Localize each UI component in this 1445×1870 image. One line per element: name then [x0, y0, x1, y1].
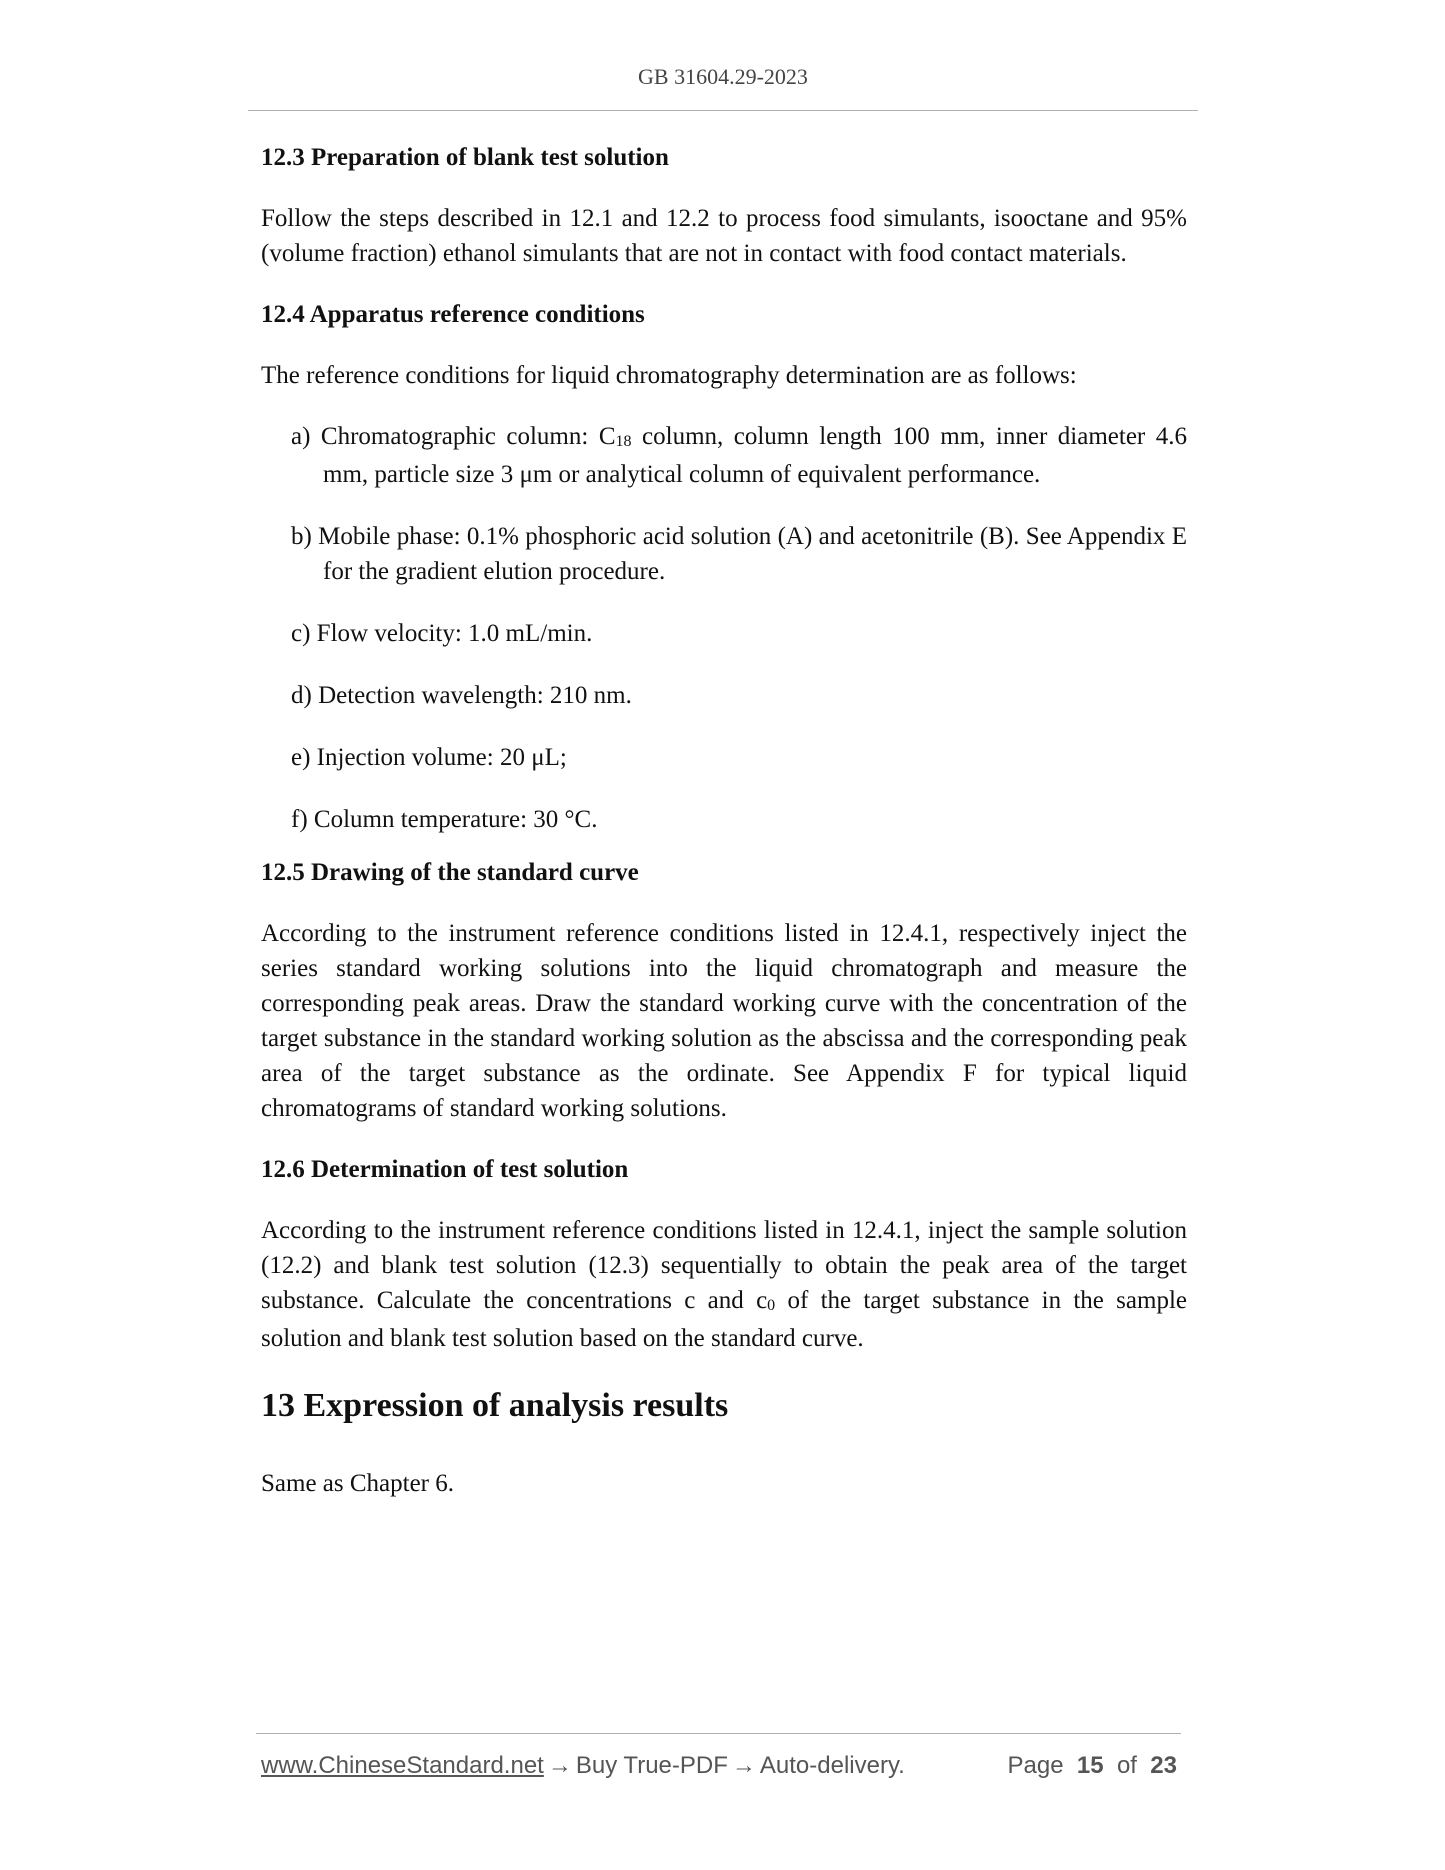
footer-left — [261, 1752, 905, 1780]
footer-delivery-text: Auto-delivery. — [759, 1752, 905, 1779]
footer-arrow-right-icon-2: → — [731, 1752, 756, 1779]
section-12-6-heading: 12.6 Determination of test solution — [261, 1156, 629, 1183]
page-label: Page — [1007, 1752, 1064, 1779]
page-header-standard-code: GB 31604.29-2023 — [638, 64, 808, 89]
section-12-6-body-post: of the target substance in the sample solution and blank test solution based on the standard curve. — [261, 1287, 1187, 1352]
section-12-3-body: Follow the steps described in 12.1 and 12.2 to process food simulants, isooctane and 95% (volume fraction) ethanol simulants that are not in contact with food contact materials. — [261, 205, 1187, 267]
condition-item-a-text-pre: a) Chromatographic column: C — [291, 423, 616, 450]
section-12-4-heading: 12.4 Apparatus reference conditions — [261, 301, 645, 328]
page-of: of — [1116, 1752, 1137, 1779]
footer-arrow-right-icon: → — [547, 1752, 572, 1779]
section-13-heading: 13 Expression of analysis results — [261, 1387, 729, 1424]
page-current: 15 — [1076, 1752, 1104, 1779]
section-12-3-heading: 12.3 Preparation of blank test solution — [261, 144, 669, 171]
footer-buy-text: Buy True-PDF — [575, 1752, 728, 1779]
footer-divider — [256, 1733, 1181, 1734]
section-12-6-body-pre: According to the instrument reference conditions listed in 12.4.1, inject the sample solution (12.2) and blank test solution (12.3) sequentially to obtain the peak area of the target substance. Calculate the concentrations c and c — [261, 1217, 1187, 1314]
condition-item-f: f) Column temperature: 30 °C. — [291, 806, 598, 833]
condition-item-d: d) Detection wavelength: 210 nm. — [291, 682, 632, 709]
footer-page-indicator — [1007, 1752, 1177, 1780]
conditions-list — [261, 419, 1187, 837]
condition-item-a-subscript: 18 — [615, 433, 632, 450]
condition-item-a — [291, 419, 1187, 492]
section-12-6-subscript: 0 — [767, 1297, 776, 1314]
header-divider — [248, 110, 1198, 111]
section-12-5-body: According to the instrument reference conditions listed in 12.4.1, respectively inject the series standard working solutions into the liquid chromatograph and measure the corresponding peak areas. Draw the standard working curve with the concentration of the target substance in the standard working solution as the abscissa and the corresponding peak area of the target substance as the ordinate. See Appendix F for typical liquid chromatograms of standard working solutions. — [261, 920, 1187, 1122]
page-total: 23 — [1150, 1752, 1177, 1779]
section-12-6-body — [261, 1213, 1187, 1356]
condition-item-a-text-post: column, column length 100 mm, inner diameter 4.6 mm, particle size 3 μm or analytical column of equivalent performance. — [323, 423, 1187, 488]
page-footer — [261, 1752, 1181, 1786]
section-13-body: Same as Chapter 6. — [261, 1470, 455, 1497]
section-12-5-heading: 12.5 Drawing of the standard curve — [261, 859, 639, 886]
condition-item-c: c) Flow velocity: 1.0 mL/min. — [291, 620, 593, 647]
condition-item-b: b) Mobile phase: 0.1% phosphoric acid solution (A) and acetonitrile (B). See Appendix E for the gradient elution procedure. — [291, 523, 1187, 585]
footer-site-link[interactable]: www.ChineseStandard.net — [261, 1752, 544, 1779]
section-12-4-intro: The reference conditions for liquid chromatography determination are as follows: — [261, 362, 1077, 389]
document-body — [261, 140, 1187, 1527]
condition-item-e: e) Injection volume: 20 μL; — [291, 744, 567, 771]
